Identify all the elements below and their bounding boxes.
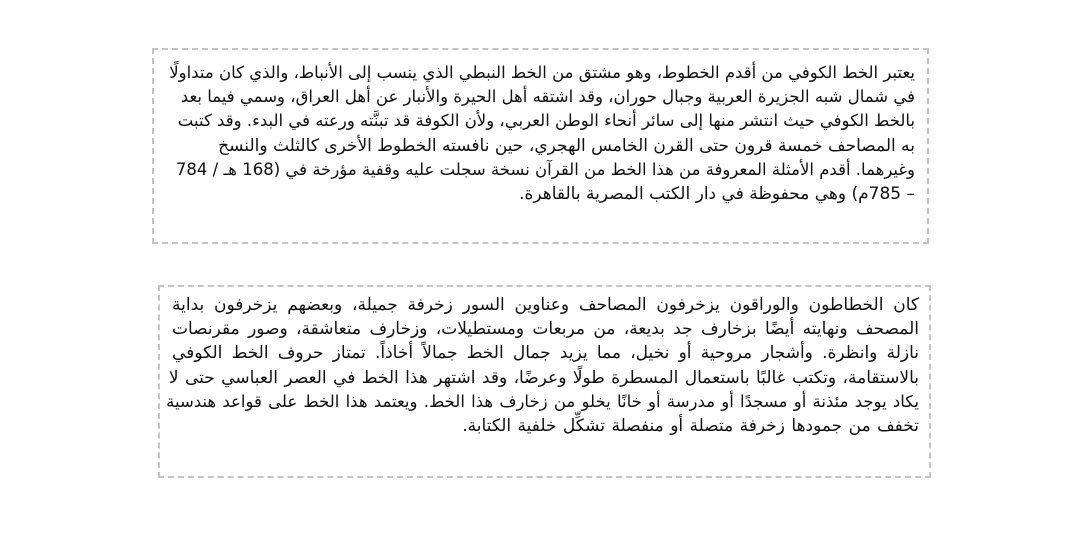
paragraph-line: بالاستقامة، وتكتب غالبًا باستعمال المسطرة طولًا وعرضًا، وقد اشتهر هذا الخط في العصر العباسي حتى لا	[168, 367, 919, 388]
paragraph-line: – 785م) وهي محفوظة في دار الكتب المصرية بالقاهرة.	[519, 184, 915, 205]
paragraph-line: كان الخطاطون والوراقون يزخرفون المصاحف وعناوين السور زخرفة جميلة، وبعضهم يزخرفون بداية	[172, 295, 919, 315]
paragraph-line: نازلة وانظرة. وأشجار مروحية أو نخيل، مما يزيد جمال الخط جمالاً أخاذاً. تمتاز حروف الخط الكوفي	[172, 343, 919, 364]
paragraph-line: في شمال شبه الجزيرة العربية وجبال حوران، وقد اشتقه أهل الحيرة والأنبار عن أهل العراق، وسمي فيما بعد	[180, 87, 915, 107]
paragraph-kufic-decoration	[166, 293, 919, 438]
text-box-kufic-decoration	[158, 285, 931, 478]
paragraph-kufic-origin	[168, 61, 915, 206]
paragraph-line: وغيرهما. أقدم الأمثلة المعروفة من هذا الخط من القرآن نسخة سجلت عليه وقفية مؤرخة في (168 هـ / 784	[175, 159, 915, 179]
paragraph-line: يكاد يوجد مئذنة أو مسجدًا أو مدرسة أو خانًا يخلو من زخارف هذا الخط. ويعتمد هذا الخط على قواعد هندسية	[166, 391, 919, 411]
text-box-kufic-origin	[152, 48, 929, 244]
paragraph-line: المصحف ونهايته أيضًا بزخارف جد بديعة، من مربعات ومستطيلات، وزخارف متعاشقة، وصور مقرنصات	[172, 319, 919, 340]
paragraph-line: بالخط الكوفي حيث انتشر منها إلى سائر أنحاء الوطن العربي، ولأن الكوفة قد تبنَّته ورعته في البدء. وقد كتبت	[177, 111, 915, 131]
paragraph-line: يعتبر الخط الكوفي من أقدم الخطوط، وهو مشتق من الخط النبطي الذي ينسب إلى الأنباط، والذي كان متداولًا	[169, 63, 915, 82]
paragraph-line: تخفف من جمودها زخرفة متصلة أو منفصلة تشكِّل خلفية الكتابة.	[462, 416, 919, 437]
paragraph-line: به المصاحف خمسة قرون حتى القرن الخامس الهجري، حين نافسته الخطوط الأخرى كالثلث والنسخ	[218, 135, 915, 156]
